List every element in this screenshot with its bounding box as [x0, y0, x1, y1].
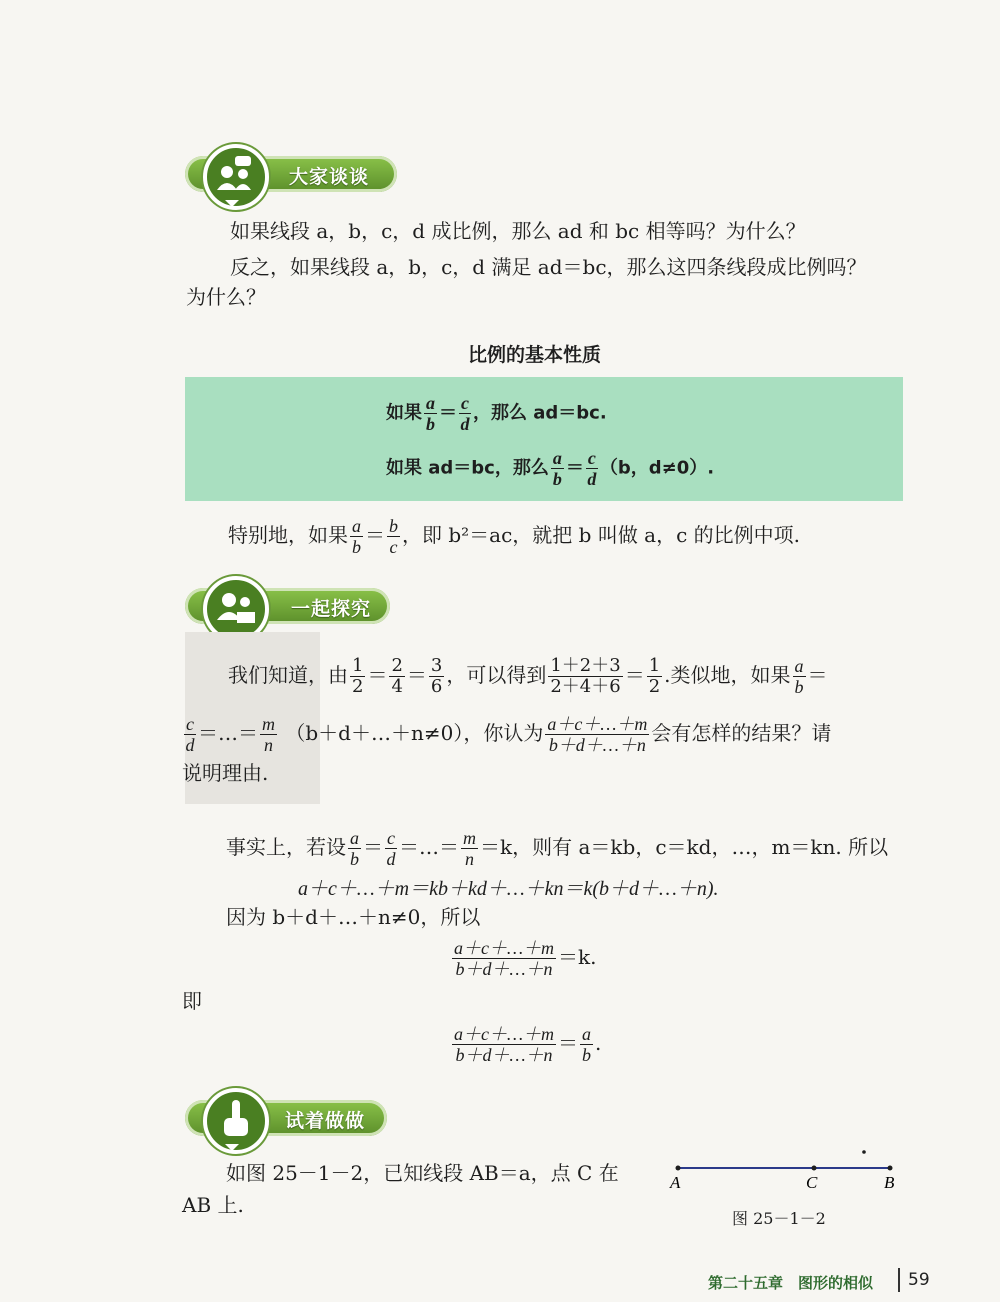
explore-line-1: 我们知道，由 $\frac{1}{2}$ ＝ $\frac{2}{4}$ ＝ $\frac{3}{6}$ ，可以得到 $\frac{1+2+3}{2+4+6}$ ＝ $\frac{1}{2}$ .类似地，如果 $\frac{a}{b}$ ＝	[228, 655, 828, 697]
try-tag	[185, 1094, 387, 1140]
explore-tag	[185, 582, 390, 628]
special-line: 特别地，如果 $\frac{a}{b}$ ＝ $\frac{b}{c}$ ，即 b²＝ac，就把 b 叫做 a，c 的比例中项.	[228, 516, 801, 557]
proof-line-6: $\frac{a+c+\dots+m}{b+d+\dots+n}$ ＝ $\frac{a}{b}$ .	[454, 1024, 602, 1065]
point-a	[676, 1166, 681, 1171]
proof-line-4: $\frac{a+c+\dots+m}{b+d+\dots+n}$ ＝k.	[454, 938, 597, 979]
explore-line-2: $\frac{c}{d}$ ＝…＝ $\frac{m}{n}$ （b＋d＋…＋n≠0），你认为 $\frac{a+c+\dots+m}{b+d+\dots+n}$ 会有怎样的结果？请	[185, 714, 832, 755]
explore-line-3: 说明理由.	[182, 761, 269, 785]
property-rule-2: 如果 ad＝bc，那么 $\frac{a}{b}$ ＝ $\frac{c}{d}$ （b，d≠0）.	[386, 448, 715, 489]
footer-divider	[898, 1268, 900, 1292]
proof-line-2: a＋c＋…＋m＝kb＋kd＋…＋kn＝k(b＋d＋…＋n).	[298, 878, 719, 900]
point-b	[888, 1166, 893, 1171]
discuss-line-3: 为什么？	[186, 285, 266, 309]
label-a: A	[670, 1173, 681, 1192]
explore-label: 一起探究	[291, 598, 372, 620]
page-number: 59	[908, 1270, 930, 1290]
figure-caption: 图 25－1－2	[732, 1209, 826, 1228]
label-c: C	[806, 1173, 818, 1192]
point-c	[812, 1166, 817, 1171]
proof-line-1: 事实上，若设 $\frac{a}{b}$ ＝ $\frac{c}{d}$ ＝…＝ $\frac{m}{n}$ ＝k，则有 a＝kb，c＝kd，…，m＝kn. 所以	[226, 828, 889, 869]
discuss-label: 大家谈谈	[289, 166, 370, 188]
discuss-line-1: 如果线段 a，b，c，d 成比例，那么 ad 和 bc 相等吗？为什么？	[230, 219, 806, 243]
property-rule-1: 如果 $\frac{a}{b}$ ＝ $\frac{c}{d}$ ，那么 ad＝bc.	[386, 393, 607, 434]
label-b: B	[884, 1173, 895, 1192]
try-line-2: AB 上.	[182, 1193, 244, 1217]
proof-line-5: 即	[182, 989, 202, 1013]
discuss-tag	[185, 150, 397, 196]
discuss-line-2: 反之，如果线段 a，b，c，d 满足 ad＝bc，那么这四条线段成比例吗？	[230, 255, 867, 279]
try-line-1: 如图 25－1－2，已知线段 AB＝a，点 C 在	[226, 1161, 619, 1185]
property-title: 比例的基本性质	[468, 344, 602, 366]
proof-line-3: 因为 b＋d＋…＋n≠0，所以	[226, 905, 481, 929]
try-label: 试着做做	[285, 1110, 366, 1132]
chapter-footer: 第二十五章 图形的相似	[708, 1274, 874, 1292]
segment-figure	[660, 1146, 910, 1196]
